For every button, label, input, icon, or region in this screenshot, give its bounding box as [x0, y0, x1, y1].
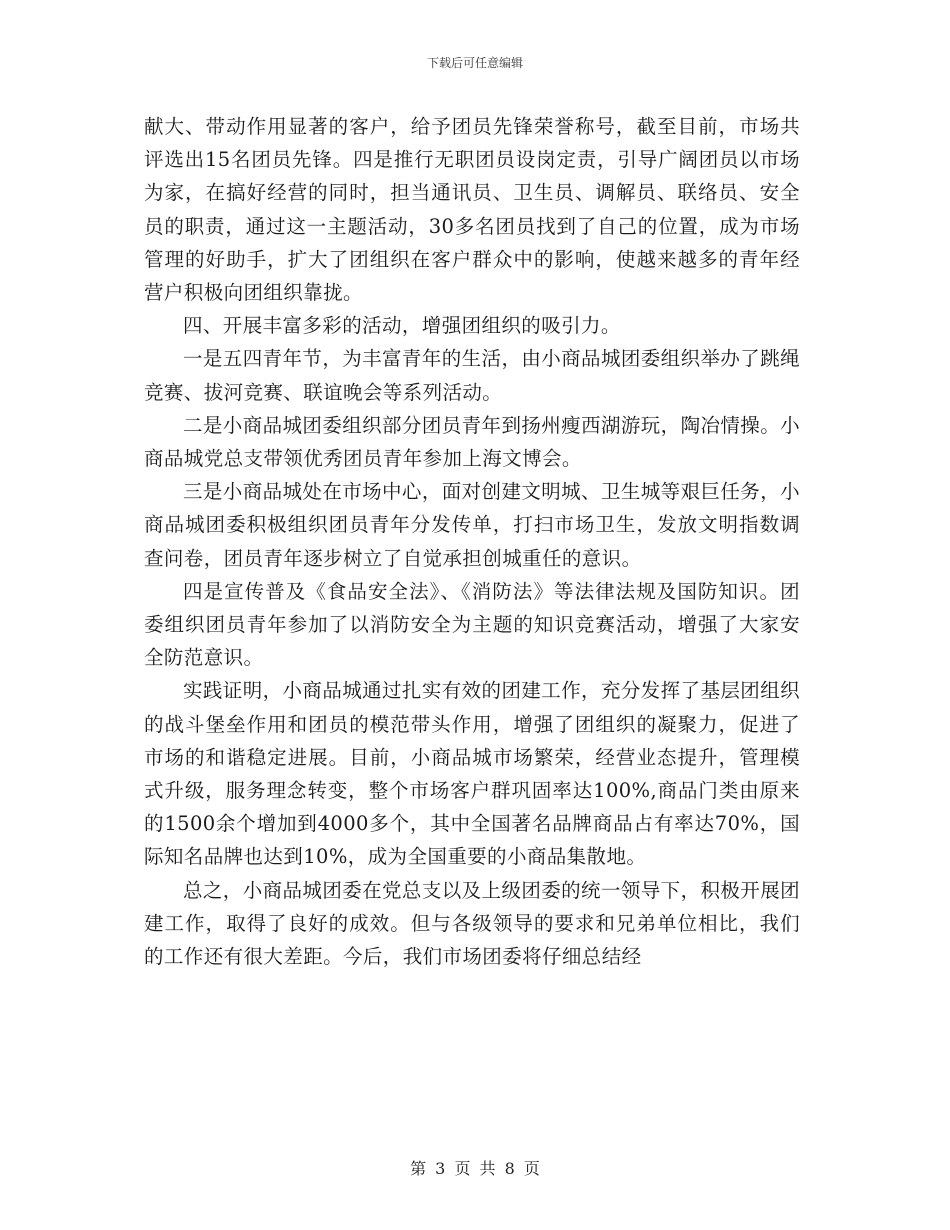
paragraph-4: 二是小商品城团委组织部分团员青年到扬州瘦西湖游玩，陶冶情操。小商品城党总支带领优秀团员青年参加上海文博会。: [144, 413, 800, 471]
paragraph-6: 四是宣传普及《食品安全法》、《消防法》等法律法规及国防知识。团委组织团员青年参加了以消防安全为主题的知识竞赛活动，增强了大家安全防范意识。: [144, 579, 800, 670]
page-header: 下载后可任意编辑: [426, 56, 523, 70]
paragraph-3: 一是五四青年节，为丰富青年的生活，由小商品城团委组织举办了跳绳竞赛、拔河竞赛、联谊晚会等系列活动。: [144, 347, 800, 404]
paragraph-2: 四、开展丰富多彩的活动，增强团组织的吸引力。: [183, 314, 621, 338]
paragraph-8: 总之，小商品城团委在党总支以及上级团委的统一领导下，积极开展团建工作，取得了良好的成效。但与各级领导的要求和兄弟单位相比，我们的工作还有很大差距。今后，我们市场团委将仔细总结经: [144, 878, 800, 969]
page-footer: 第 3 页 共 8 页: [410, 1159, 540, 1178]
paragraph-5: 三是小商品城处在市场中心，面对创建文明城、卫生城等艰巨任务，小商品城团委积极组织团员青年分发传单，打扫市场卫生，发放文明指数调查问卷，团员青年逐步树立了自觉承担创城重任的意识。: [144, 480, 800, 570]
document-body: [144, 110, 800, 973]
paragraph-7: 实践证明，小商品城通过扎实有效的团建工作，充分发挥了基层团组织的战斗堡垒作用和团员的模范带头作用，增强了团组织的凝聚力，促进了市场的和谐稳定进展。目前，小商品城市场繁荣，经营业态提升，管理模式升级，服务理念转变，整个市场客户群巩固率达100%,商品门类由原来的1500余个增加到4000多个，其中全国著名品牌商品占有率达70%，国际知名品牌也达到10%，成为全国重要的小商品集散地。: [144, 679, 800, 869]
paragraph-1: 献大、带动作用显著的客户，给予团员先锋荣誉称号，截至目前，市场共评选出15名团员先锋。四是推行无职团员设岗定责，引导广阔团员以市场为家，在搞好经营的同时，担当通讯员、卫生员、调解员、联络员、安全员的职责，通过这一主题活动，30多名团员找到了自己的位置，成为市场管理的好助手，扩大了团组织在客户群众中的影响，使越来越多的青年经营户积极向团组织靠拢。: [144, 115, 800, 305]
